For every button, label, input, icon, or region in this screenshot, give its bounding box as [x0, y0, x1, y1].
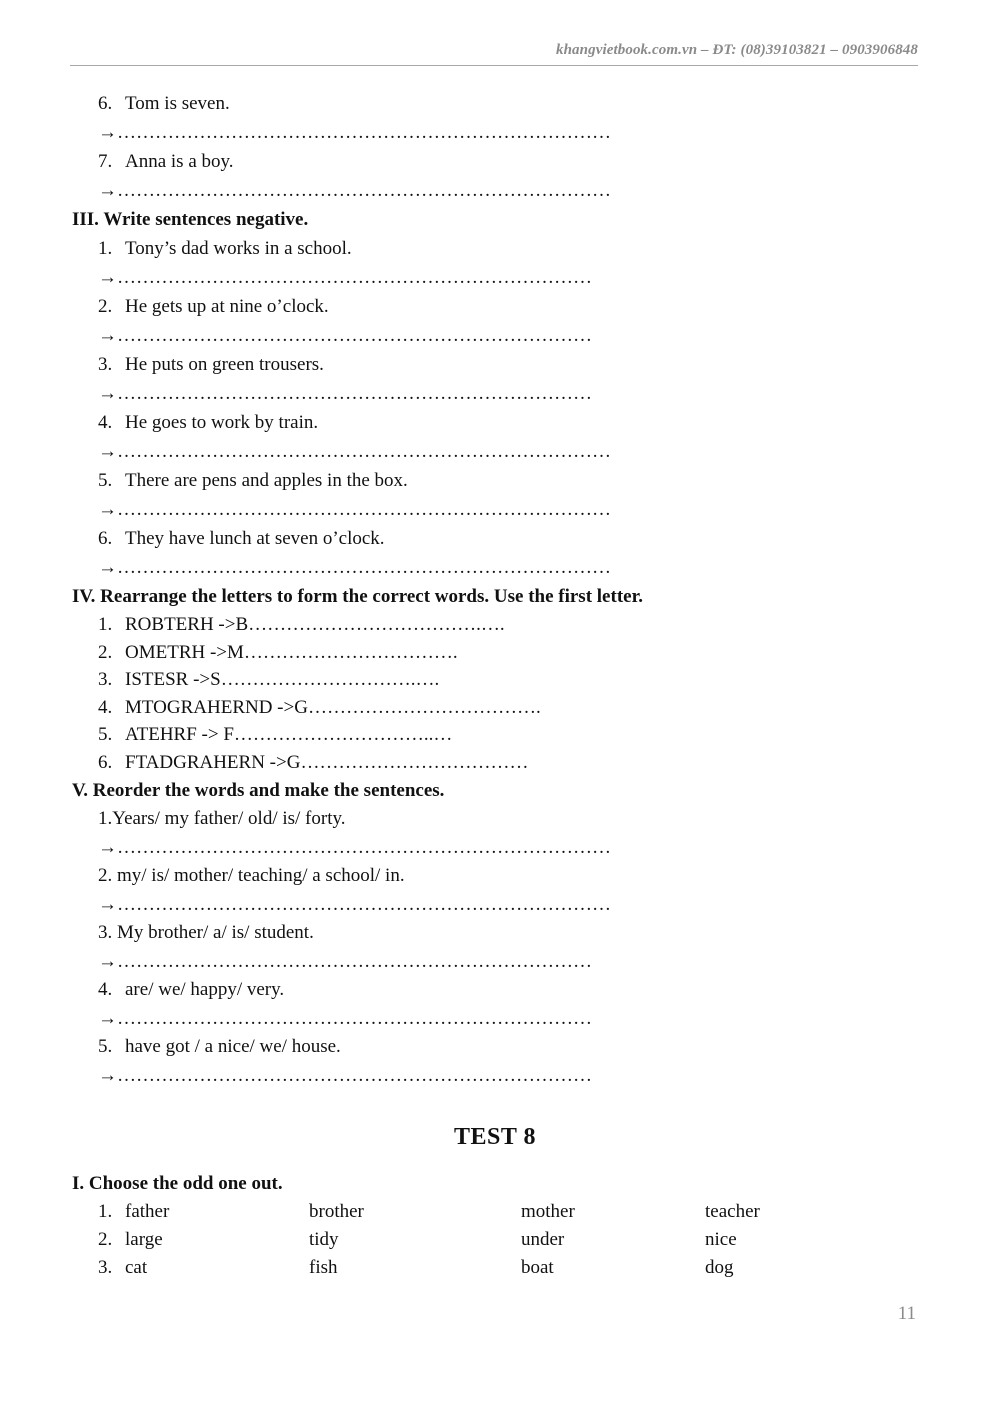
word-option[interactable]: nice: [705, 1229, 737, 1250]
answer-blank[interactable]: ……………………………………………………………………: [117, 180, 611, 201]
section-heading-4: IV. Rearrange the letters to form the correct words. Use the first letter.: [72, 586, 644, 607]
answer-blank[interactable]: …………………………………………………………………: [117, 267, 592, 288]
arrow-icon: →: [98, 1007, 117, 1029]
word-option[interactable]: tidy: [309, 1229, 339, 1250]
word-option[interactable]: father: [125, 1201, 170, 1222]
question-text: Anna is a boy.: [125, 151, 234, 172]
question-item: 2. He gets up at nine o’clock.: [98, 296, 329, 317]
question-item: 1. Tony’s dad works in a school.: [98, 238, 352, 259]
arrow-icon: →: [98, 893, 117, 915]
answer-blank[interactable]: ……………………………………………………………………: [117, 499, 611, 520]
arrow-icon: →: [98, 557, 117, 578]
question-text: There are pens and apples in the box.: [125, 470, 408, 491]
scramble-text[interactable]: OMETRH ->M…………………………….: [125, 641, 458, 663]
arrow-icon: →: [98, 383, 117, 404]
word-option[interactable]: brother: [309, 1201, 364, 1222]
answer-blank[interactable]: …………………………………………………………………: [117, 950, 592, 972]
answer-line[interactable]: [72, 1062, 918, 1091]
worksheet-body: [72, 89, 918, 1090]
reorder-text: my/ is/ mother/ teaching/ a school/ in.: [117, 865, 405, 887]
answer-line[interactable]: [72, 948, 918, 977]
reorder-text: Years/ my father/ old/ is/ forty.: [112, 808, 346, 830]
scramble-item[interactable]: 5. ATEHRF -> F…………………………..…: [98, 724, 453, 746]
answer-blank[interactable]: …………………………………………………………………: [117, 383, 592, 404]
test-title: TEST 8: [454, 1124, 536, 1150]
answer-blank[interactable]: ……………………………………………………………………: [117, 122, 611, 143]
scramble-text[interactable]: FTADGRAHERN ->G………………………………: [125, 751, 529, 773]
word-option[interactable]: large: [125, 1229, 163, 1250]
word-option[interactable]: teacher: [705, 1201, 760, 1222]
question-text: He goes to work by train.: [125, 412, 319, 433]
question-text: He gets up at nine o’clock.: [125, 296, 329, 317]
odd-one-out-row: 3. cat fish boat dog: [72, 1254, 918, 1282]
word-option[interactable]: under: [521, 1229, 565, 1250]
reorder-item: 3. My brother/ a/ is/ student.: [98, 922, 314, 944]
answer-blank[interactable]: ……………………………………………………………………: [117, 441, 611, 462]
reorder-item: 2. my/ is/ mother/ teaching/ a school/ in.: [98, 865, 405, 887]
header-divider: [70, 65, 918, 66]
word-option[interactable]: boat: [521, 1257, 554, 1278]
page-number: 11: [897, 1303, 916, 1324]
answer-line[interactable]: [72, 834, 918, 863]
question-item: 6. Tom is seven.: [98, 93, 230, 114]
word-option[interactable]: fish: [309, 1257, 338, 1278]
word-option[interactable]: mother: [521, 1201, 575, 1222]
answer-line[interactable]: [72, 1005, 918, 1034]
answer-blank[interactable]: ……………………………………………………………………: [117, 557, 611, 578]
answer-line[interactable]: [72, 437, 918, 466]
scramble-text[interactable]: MTOGRAHERND ->G……………………………….: [125, 696, 541, 718]
answer-blank[interactable]: …………………………………………………………………: [117, 1064, 592, 1086]
question-item: 7. Anna is a boy.: [98, 151, 234, 172]
reorder-item: 5. have got / a nice/ we/ house.: [98, 1036, 341, 1058]
reorder-text: have got / a nice/ we/ house.: [125, 1036, 341, 1058]
question-text: He puts on green trousers.: [125, 354, 324, 375]
question-item: 5. There are pens and apples in the box.: [98, 470, 408, 491]
odd-one-out-row: 2. large tidy under nice: [72, 1226, 918, 1254]
answer-blank[interactable]: ……………………………………………………………………: [117, 893, 611, 915]
scramble-text[interactable]: ISTESR ->S………………………….….: [125, 669, 440, 691]
section-heading-3: III. Write sentences negative.: [72, 209, 309, 230]
answer-line[interactable]: [72, 118, 918, 147]
answer-line[interactable]: [72, 379, 918, 408]
scramble-item[interactable]: 4. MTOGRAHERND ->G……………………………….: [98, 696, 541, 718]
scramble-item[interactable]: 2. OMETRH ->M…………………………….: [98, 641, 458, 663]
question-item: 3. He puts on green trousers.: [98, 354, 324, 375]
answer-line[interactable]: [72, 553, 918, 582]
arrow-icon: →: [98, 325, 117, 346]
reorder-text: are/ we/ happy/ very.: [125, 979, 285, 1001]
word-option[interactable]: cat: [125, 1257, 148, 1278]
question-item: 4. He goes to work by train.: [98, 412, 319, 433]
scramble-item[interactable]: 6. FTADGRAHERN ->G………………………………: [98, 751, 529, 773]
question-item: 6. They have lunch at seven o’clock.: [98, 528, 385, 549]
answer-line[interactable]: [72, 321, 918, 350]
question-text: They have lunch at seven o’clock.: [125, 528, 385, 549]
test8-section: [72, 1170, 918, 1282]
question-text: Tom is seven.: [125, 93, 230, 114]
answer-line[interactable]: [72, 176, 918, 205]
arrow-icon: →: [98, 441, 117, 462]
answer-line[interactable]: [72, 891, 918, 920]
scramble-item[interactable]: 1. ROBTERH ->B……………………………….….: [98, 614, 505, 635]
section-heading-odd-one-out: I. Choose the odd one out.: [72, 1173, 283, 1194]
arrow-icon: →: [98, 122, 117, 143]
reorder-text: My brother/ a/ is/ student.: [117, 922, 314, 944]
scramble-item[interactable]: 3. ISTESR ->S………………………….….: [98, 669, 440, 691]
word-option[interactable]: dog: [705, 1257, 734, 1278]
arrow-icon: →: [98, 267, 117, 288]
question-text: Tony’s dad works in a school.: [125, 238, 352, 259]
arrow-icon: →: [98, 836, 117, 858]
answer-line[interactable]: [72, 495, 918, 524]
section-heading-5: V. Reorder the words and make the sentences.: [72, 779, 445, 801]
answer-line[interactable]: [72, 263, 918, 292]
arrow-icon: →: [98, 950, 117, 972]
reorder-item: 4. are/ we/ happy/ very.: [98, 979, 285, 1001]
answer-blank[interactable]: …………………………………………………………………: [117, 1007, 592, 1029]
odd-one-out-row: 1. father brother mother teacher: [72, 1198, 918, 1226]
answer-blank[interactable]: …………………………………………………………………: [117, 325, 592, 346]
scramble-text[interactable]: ROBTERH ->B……………………………….….: [125, 614, 505, 635]
reorder-item: 1.Years/ my father/ old/ is/ forty.: [98, 808, 346, 830]
arrow-icon: →: [98, 499, 117, 520]
arrow-icon: →: [98, 180, 117, 201]
arrow-icon: →: [98, 1064, 117, 1086]
answer-blank[interactable]: ……………………………………………………………………: [117, 836, 611, 858]
scramble-text[interactable]: ATEHRF -> F…………………………..…: [125, 724, 453, 746]
page-header: khangvietbook.com.vn – ĐT: (08)39103821 – 0903906848: [556, 42, 918, 58]
